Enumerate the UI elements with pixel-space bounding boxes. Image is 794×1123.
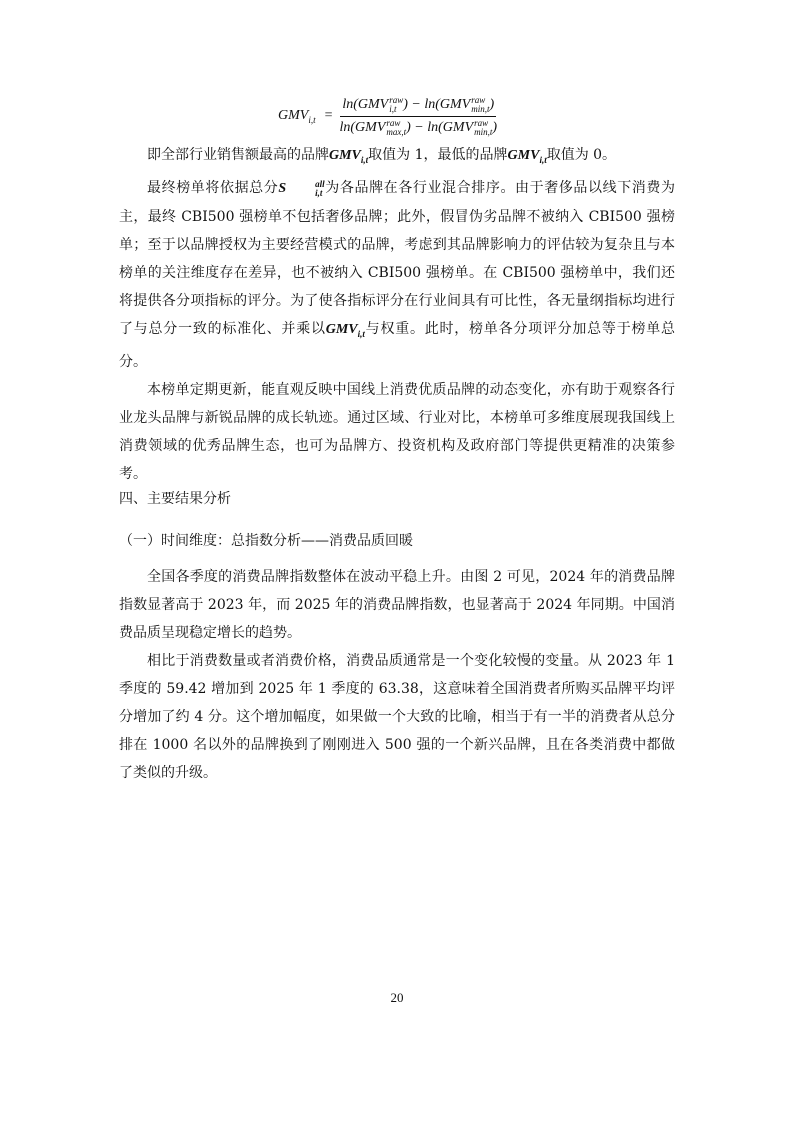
page-number: 20 [390, 990, 404, 1005]
formula-numerator: ln(GMV raw i,t ) − ln(GMV raw min,t ) [340, 96, 496, 117]
formula-equals: = [324, 108, 333, 123]
paragraph-index-trend: 全国各季度的消费品牌指数整体在波动平稳上升。由图 2 可见，2024 年的消费品牌指数显著高于 2023 年，而 2025 年的消费品牌指数，也显著高于 2024 年同期。中国消费品质呈现稳定增长的趋势。 [119, 569, 675, 641]
formula-lhs: $GMV_{i,t}$ [278, 107, 316, 125]
section-heading-block [119, 485, 675, 513]
paragraph-ranking-updates: 本榜单定期更新，能直观反映中国线上消费优质品牌的动态变化，亦有助于观察各行业龙头品牌与新锐品牌的成长轨迹。通过区域、行业对比，本榜单可多维度展现我国线上消费领域的优秀品牌生态，也可为品牌方、投资机构及政府部门等提供更精准的决策参考。 [119, 381, 675, 482]
paragraph-ranking-method: 最终榜单将依据总分S all i,t 为各品牌在各行业混合排序。由于奢侈品以线下消费为主，最终 CBI500 强榜单不包括奢侈品牌；此外，假冒伪劣品牌不被纳入 CBI500 强榜单；至于以品牌授权为主要经营模式的品牌，考虑到其品牌影响力的评估较为复杂且与本榜单的关注维度存在差异，也不被纳入 CBI500 强榜单。在 CBI500 强榜单中，我们还将提供各分项指标的评分。为了使各指标评分在行业间具有可比性，各无量纲指标均进行了与总分一致的标准化、并乘以$GMV_{i,t}$与权重。此时，榜单各分项评分加总等于榜单总分。 [119, 178, 676, 370]
formula-fraction [338, 96, 500, 137]
paragraph-gmv-range: 即全部行业销售额最高的品牌$GMV_{i,t}$取值为 1，最低的品牌$GMV_{i,t}$取值为 0。 [147, 147, 617, 165]
subsection-heading: （一）时间维度：总指数分析——消费品质回暖 [119, 533, 413, 549]
normalization-formula [278, 94, 499, 138]
body-text-top [119, 141, 675, 488]
section-heading: 四、主要结果分析 [119, 491, 231, 507]
body-text-analysis [119, 563, 675, 787]
formula-denominator: ln(GMV raw max,t ) − ln(GMV raw min,t ) [339, 117, 498, 137]
paragraph-quality-change: 相比于消费数量或者消费价格，消费品质通常是一个变化较慢的变量。从 2023 年 1 季度的 59.42 增加到 2025 年 1 季度的 63.38，这意味着全国消费者所购买品牌平均评分增加了约 4 分。这个增加幅度，如果做一个大致的比喻，相当于有一半的消费者从总分排在 1000 名以外的品牌换到了刚刚进入 500 强的一个新兴品牌，且在各类消费中都做了类似的升级。 [119, 653, 675, 781]
subsection-heading-block [119, 527, 675, 555]
